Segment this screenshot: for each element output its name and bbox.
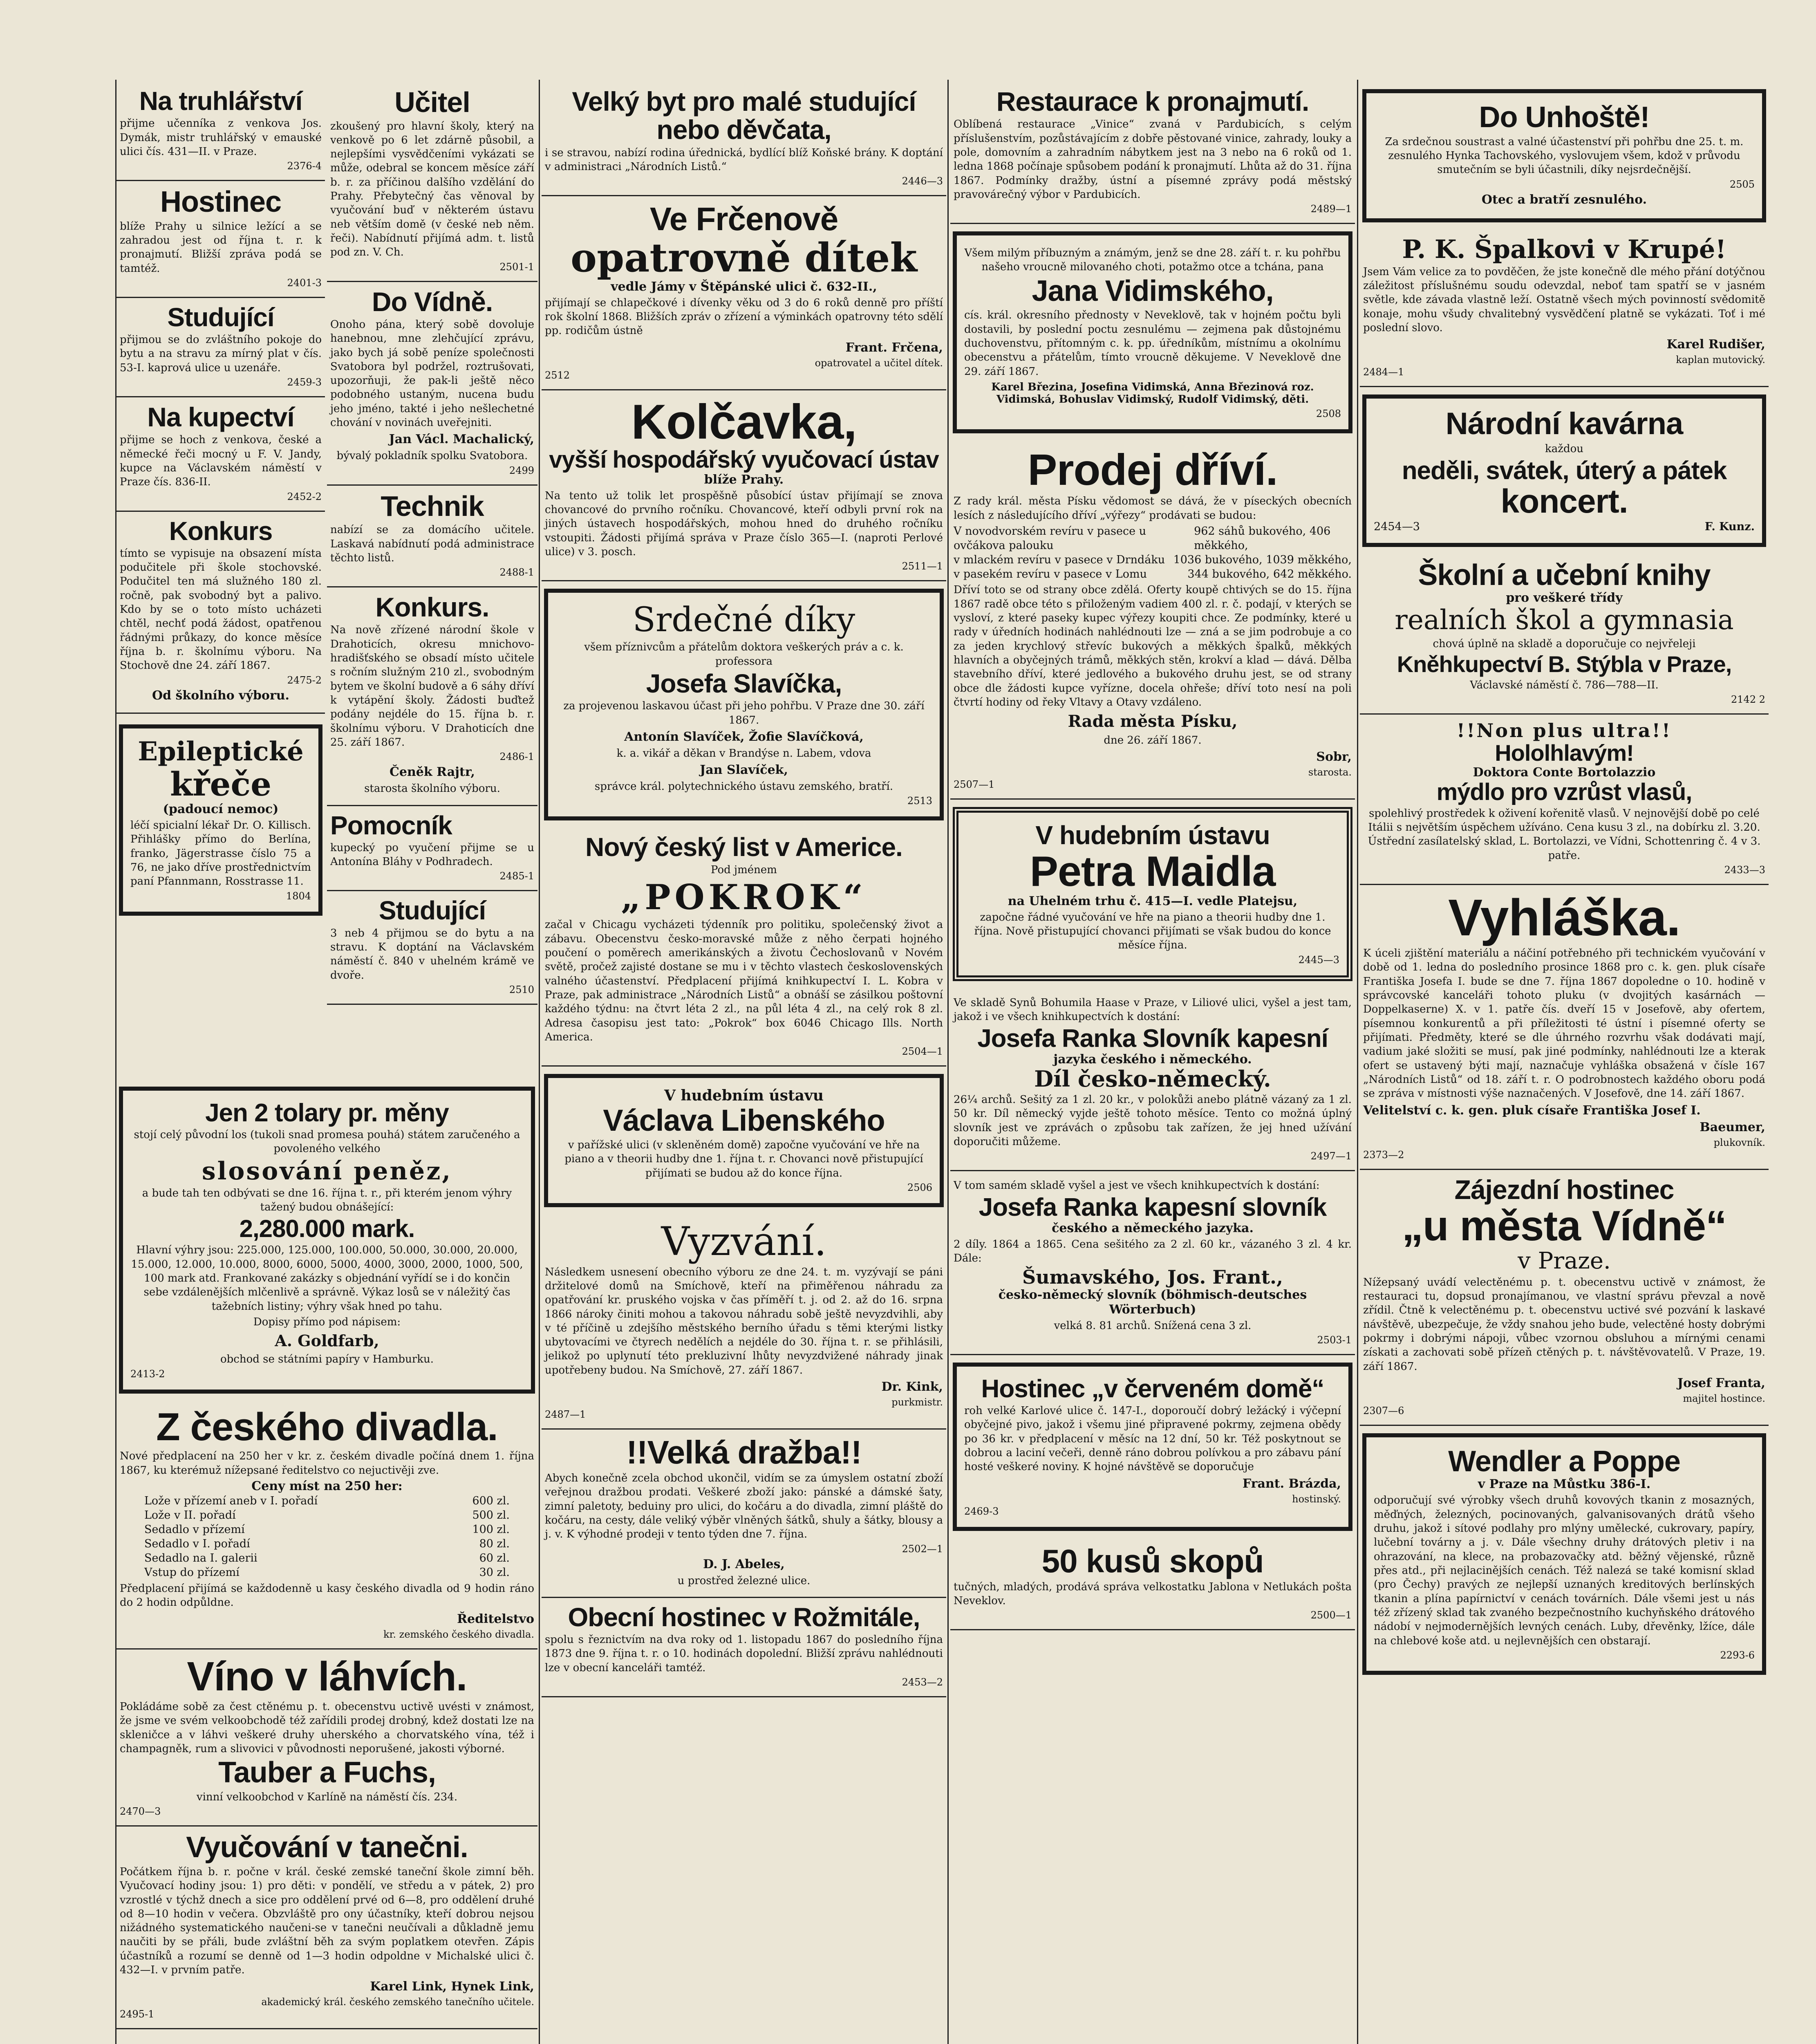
ad-text: tučných, mladých, prodává správa velkostatku Jablona v Netlukách pošta Neveklov. xyxy=(954,1580,1352,1607)
wood-amount: 1036 bukového, 1039 měkkého, xyxy=(1173,554,1352,567)
ad-vyzvani xyxy=(542,1215,946,1430)
ad-text: Pokládáme sobě za čest ctěnému p. t. obecenstvu uctivě uvésti v známost, že jsme ve svém velkoobchodě též zařídili prodej drobný, kdež dostati lze na skleničce a v láhvi veškeré druhy uherského a chorvatského vína, též i champagněk, rum a slivovici v původnosti neporušené, jakosti výborné. xyxy=(120,1701,534,1755)
ad-signature-note: starosta školního výboru. xyxy=(364,782,500,795)
ad-signature: Jan Václ. Machalický, xyxy=(389,432,534,447)
column-rule xyxy=(539,80,540,2044)
ad-text: začal v Chicagu vycházeti týdenník pro politiku, společenský život a zábavu. Obecenstvu česko-moravské může z něho čerpati hojného poučení o poměrech amerikánských a životu Čechoslovanů v Novém světě, pročež zajisté dostane se mu i v těchto vlastech československých valného účastenství. Předplacení přijímá knihkupectví I. L. Kobra v Praze, pak administrace „Národních Listů“ a obnáší se zásilkou poštovní každého týdnu: na čtvrt léta 2 zl., na půl léta 4 zl., na celý rok 8 zl. Adresa časopisu jest tato: „Pokrok“ box 6046 Chicago Ills. North America. xyxy=(545,919,943,1043)
ad-hostinec-viden xyxy=(1360,1170,1769,1426)
ad-number: 2502—1 xyxy=(902,1543,943,1555)
ad-skolni-knihy xyxy=(1360,554,1769,715)
price-label: Sedadlo v přízemí xyxy=(144,1523,245,1536)
ad-text-2: vinní velkoobchod v Karlíně na náměstí čís. 234. xyxy=(196,1791,458,1803)
ad-subheading: jazyka českého i německého. xyxy=(1053,1052,1252,1067)
ad-signature: Karel Link, Hynek Link, xyxy=(370,1979,534,1994)
ad-number: 2373—2 xyxy=(1363,1149,1404,1161)
price-value: 60 zl. xyxy=(479,1552,510,1565)
ad-heading-2: Tauber a Fuchs, xyxy=(218,1756,436,1789)
ad-signature: F. Kunz. xyxy=(1704,520,1755,533)
ad-heading: Hostinec xyxy=(160,186,282,219)
ad-wendler-poppe xyxy=(1362,1433,1766,1675)
ad-prodej-drivi xyxy=(950,441,1355,800)
ad-text: započne řádné vyučování ve hře na piano a theorii hudby dne 1. října. Nově přistupující chovanci přijímati se však budou do konce měsíce října. xyxy=(974,911,1331,952)
ad-studujici-2 xyxy=(327,891,537,1004)
ad-signature: Antonín Slavíček, Žofie Slavíčková, xyxy=(624,729,864,744)
ad-heading: Vyhláška. xyxy=(1448,888,1680,946)
ad-text: Ve skladě Synů Bohumila Haase v Praze, v Liliové ulici, vyšel a jest tam, jakož i ve všech knihkupectvích k dostání: xyxy=(954,996,1352,1023)
ad-subheading: (padoucí nemoc) xyxy=(163,802,279,817)
ad-number: 2452-2 xyxy=(287,491,322,502)
ad-signature-note: kaplan mutovický. xyxy=(1676,354,1765,366)
ad-number: 2470—3 xyxy=(120,1806,161,1818)
ad-number: 2401-3 xyxy=(287,277,322,289)
ad-heading: Zájezdní hostinec xyxy=(1454,1174,1674,1205)
ad-signature: Dr. Kink, xyxy=(881,1380,943,1394)
ad-heading: Studující xyxy=(378,896,486,926)
wood-row xyxy=(954,553,1352,567)
ad-truhlarstvi xyxy=(116,82,325,181)
ad-studujici xyxy=(116,298,325,397)
ad-text: V tom samém skladě vyšel a jest ve všech knihkupectvích k dostání: xyxy=(954,1179,1320,1192)
ad-heading: Josefa Ranka Slovník kapesní xyxy=(977,1024,1328,1053)
ad-heading: Vyzvání. xyxy=(661,1218,827,1264)
ad-text-2: Dříví toto se od strany obce zdělá. Oferty koupě chtivých se do 15. října 1867 radě obce této s přiloženým vadiem 400 zl. r. č. podají, v kterých se vysloví, z které paseky kupec výřezy koupiti chce. Ze podmínky, které u rady v úředních hodinách nahlédnouti lze — zná a se jim podrobuje a co za jeden krychlový střevíc bukových a měkkých špalků, měkkých hlavních a obyčejných trámů, měkkých stěn, krokví a klad — dává. Dělba stavebního dříví, které jedlového a bukového druhu jest, se od strany obce dle žádosti kupce vyřízne, docela ohřeše; dříví toto nesí na poli čtvrtí hodiny od řeky Vltavy a Otavy vzdáleno. xyxy=(954,584,1352,708)
ad-name: Josefa Slavíčka, xyxy=(646,669,842,699)
ad-number: 2488-1 xyxy=(499,567,534,578)
ad-text-2: Předplacení přijímá se každodenně u kasy českého divadla od 9 hodin ráno do 2 hodin odpůldne. xyxy=(120,1582,534,1609)
ad-text: přijme učenníka z venkova Jos. Dymák, mistr truhlářský v emauské ulici čís. 431—II. v Praze. xyxy=(120,117,322,158)
wood-row xyxy=(954,524,1352,553)
ad-signature-note: plukovník. xyxy=(1713,1136,1765,1148)
price-label: Lože v II. pořadí xyxy=(144,1509,236,1522)
ad-signature-2: Sobr, xyxy=(1316,750,1352,764)
ad-text-2: Václavské náměstí č. 786—788—II. xyxy=(1470,679,1659,691)
ad-number: 2454—3 xyxy=(1374,520,1420,533)
ad-heading: Srdečné díky xyxy=(632,601,855,640)
ad-text: odporučují své výrobky všech druhů kovových tkanin z mosazných, měďných, železných, pocinovaných, galvanisovaných drátů všeho druhu, jakož i sítové podlahy pro mlýny umělecké, cukrovary, papíry, lučební továrny a j. v. Dále všechny druhy drátových pletiv i na ohrazování, na klece, na probazovačky atd. běžný vějenské, různě přes atd., při nejlacinějších cenách. Též nalezá se také komisní sklad (pro Čechy) pravých ze nejlepší uznaných kreditových berlínských tkanin a plína papírnictví v cenách továrních. Dále všemi jest u nás též zřízený sklad tak zvaného bezpečnostního kuchyňského drátového nádobí v nejmodernějších levných cenách. Luby, dřevěnky, lžíce, dále na chlebové koše atd. u nejlevnějších cen obstarají. xyxy=(1374,1494,1755,1647)
ad-number: 2500—1 xyxy=(1310,1609,1352,1621)
ad-heading: Pomocník xyxy=(330,810,452,840)
ad-number: 2489—1 xyxy=(1310,203,1352,215)
ad-text: Na nově zřízené národní škole v Drahoticích, okresu mnichovo-hradišťského se obsadí místo učitele s ročním služným 210 zl., svobodným bytem ve školní budově a 6 sáhy dříví k vytápění školy. Žádosti buďtež podány nejdéle do 15. října b. r. školnímu výboru. V Drahoticích dne 25. září 1867. xyxy=(330,624,534,749)
ad-subheading: Ceny míst na 250 her: xyxy=(251,1479,403,1493)
ad-signature-note: starosta. xyxy=(1308,766,1352,778)
price-row xyxy=(144,1508,510,1522)
ad-heading: Ve Frčenově xyxy=(649,201,838,238)
price-row xyxy=(144,1565,510,1580)
ad-signature: Otec a bratří zesnulého. xyxy=(1481,192,1647,207)
ad-signature-note: hostinský. xyxy=(1292,1493,1341,1505)
wood-row xyxy=(954,567,1352,581)
ad-signature-note: purkmistr. xyxy=(891,1396,943,1408)
ad-konkurs xyxy=(116,512,325,714)
ad-do-vidne xyxy=(327,282,537,486)
ad-text: Za srdečnou soustrast a valné účastenství při pohřbu dne 25. t. m. zesnulého Hynka Tachovského, vyslovujem všem, kdož v průvodu smutečním se byli účastnili, díky nejsrdečnější. xyxy=(1385,135,1744,176)
ad-heading-2: opatrovně dítek xyxy=(571,235,917,281)
ad-number: 2433—3 xyxy=(1724,864,1765,876)
ad-signature-note: kr. zemského českého divadla. xyxy=(383,1629,534,1641)
ad-number: 2503-1 xyxy=(1317,1334,1352,1346)
price-value: 500 zl. xyxy=(472,1509,510,1522)
ad-rank-kapesni xyxy=(950,1171,1355,1355)
ad-heading-3: koncert. xyxy=(1500,483,1628,520)
column-rule xyxy=(947,80,949,2044)
ad-number: 2513 xyxy=(907,795,932,807)
ad-number: 1804 xyxy=(286,890,311,902)
ad-heading: Nový český list v Americe. xyxy=(585,832,902,862)
ad-text: spolehlivý prostředek k oživení kořenitě vlasů. V nejnovější době po celé Itálii s největším úspěchem užíváno. Cena kusu 3 zl., na dobírku zl. 3.20. Ústřední zasílatelský sklad, L. Bortolazzi, ve Vídni, Schottenring č. 4 v 3. patře. xyxy=(1368,807,1761,862)
ad-number: 2506 xyxy=(907,1181,932,1193)
ad-heading: Konkurs. xyxy=(375,592,489,623)
ad-text: stojí celý původní los (tukoli snad promesa pouhá) státem zaručeného a povoleného velkého xyxy=(134,1129,520,1155)
ad-rozmital xyxy=(542,1598,946,1697)
ad-number: 2497—1 xyxy=(1310,1150,1352,1162)
ad-text: nabízí se za domácího učitele. Laskavá nabídnutí podá administrace těchto listů. xyxy=(330,524,534,564)
ad-technik xyxy=(327,486,537,587)
ad-signature-note: u prostřed železné ulice. xyxy=(677,1574,811,1587)
ad-text: v pařížské ulici (v skleněném domě) započne vyučování ve hře na piano a v theorii hudby dne 1. října t. r. Chovanci nově přistupující přijímati se budou až do konce října. xyxy=(564,1139,923,1179)
ad-heading: 50 kusů skopů xyxy=(1041,1542,1264,1579)
ad-number: 2413-2 xyxy=(130,1368,165,1380)
ad-ucitel xyxy=(327,82,537,282)
ad-signature: Ředitelstvo xyxy=(457,1612,534,1627)
ad-text: kupecký po vyučení přijme se u Antonína Bláhy v Podhradech. xyxy=(330,841,534,868)
ad-text-4: Dopisy přímo pod nápisem: xyxy=(253,1316,401,1328)
ad-text-2: za projevenou laskavou účast při jeho pohřbu. V Praze dne 30. září 1867. xyxy=(563,700,925,726)
ad-signature: Od školního výboru. xyxy=(152,688,290,703)
ad-spalek xyxy=(1360,230,1769,388)
ad-subheading: Doktora Conte Bortolazzio xyxy=(1473,765,1656,780)
ad-vidimsky xyxy=(953,231,1352,433)
ad-signature: A. Goldfarb, xyxy=(275,1331,379,1350)
ad-tanecni xyxy=(116,1827,537,2029)
ad-heading: P. K. Špalkovi v Krupé! xyxy=(1402,234,1726,264)
ad-number: 2504—1 xyxy=(902,1046,943,1058)
ad-srdecne-diky xyxy=(544,589,944,820)
ad-libensky xyxy=(544,1074,944,1207)
ad-number: 2446—3 xyxy=(902,175,943,187)
ad-signature-note: majitel hostince. xyxy=(1683,1392,1765,1404)
ad-text: Abych konečně zcela obchod ukončil, vidím se za úmyslem ostatní zboží veřejnou dražbou prodati. Veškeré zboží jako: pánské a dámské šaty, zimní paletoty, beduiny pro ulici, do kočáru a do divadla, zimní pláště do kočáru, na cesty, dále veliký výběr vlněných šátků, shuly a šátky, blousy a j. v. K výhodné prodeji v tento týden dne 7. října. xyxy=(545,1472,943,1541)
price-row xyxy=(144,1522,510,1537)
ad-text: léčí spicialní lékař Dr. O. Killisch. Přihlášky přímo do Berlína, franko, Jägerstrasse číslo 75 a 76, ne jako dříve prostřednictvím paní Pfannmann, Rosstrasse 11. xyxy=(130,819,311,888)
ad-text: tímto se vypisuje na obsazení místa podučitele při škole stochovské. Podučitel ten má služného 180 zl. ročně, pak svobodný byt a palivo. Kdo by se o toto místo ucházeti chtěl, nechť podá žádost, opatřenou řádnými průkazy, do konce měsíce října b. r. školnímu výboru. Na Stochově dne 24. září 1867. xyxy=(120,547,322,672)
ad-rank-slovnik xyxy=(950,988,1355,1171)
ad-text: přijmou se do zvláštního pokoje do bytu a na stravu za mírný plat v čís. 53-I. kaprová ulice u uzenáře. xyxy=(120,334,322,374)
ad-text: blíže Prahy u silnice ležící a se zahradou jest od října t. r. k pronajmutí. Bližší zpráva podá se tamtéž. xyxy=(120,220,322,275)
ad-heading: Prodej dříví. xyxy=(1028,444,1278,494)
ad-text: Na tento už tolik let prospěšně působící ústav přijímají se znova chovancové do prvního ročníku. Chovancové, kteří odbyli první rok na jiných ústavech hospodářských, mohou hned do druhého ročníku vstoupiti. Žádosti přijímá správa v Praze číslo 365—I. (naproti Perlové ulice) v 3. posch. xyxy=(545,489,943,558)
ad-number: 2487—1 xyxy=(545,1409,586,1421)
ad-heading-3: mýdlo pro vzrůst vlasů, xyxy=(1436,778,1692,805)
ad-big-number: 2,280.000 mark. xyxy=(239,1215,415,1243)
ad-heading: Velký byt pro malé studující nebo děvčata, xyxy=(572,86,916,145)
ad-heading: Jen 2 tolary pr. měny xyxy=(205,1099,449,1127)
ad-subheading: každou xyxy=(1545,443,1583,455)
ad-heading: Vyučování v tanečni. xyxy=(186,1831,468,1864)
ad-heading: Hostinec „v červeném domě“ xyxy=(981,1375,1324,1403)
ad-heading: Studující xyxy=(167,302,274,332)
ad-heading-2: „u města Vídně“ xyxy=(1402,1202,1727,1250)
ad-subheading: pro veškeré třídy xyxy=(1506,591,1623,605)
ad-number: 2469-3 xyxy=(964,1505,999,1517)
column-rule xyxy=(1357,80,1358,2044)
ad-number: 2507—1 xyxy=(954,779,995,791)
ad-heading-2: neděli, svátek, úterý a pátek xyxy=(1402,457,1727,485)
ad-signature-2: Baeumer, xyxy=(1700,1120,1765,1134)
ad-subheading: v Praze na Můstku 386-I. xyxy=(1478,1477,1651,1492)
ad-heading: Víno v láhvích. xyxy=(187,1654,467,1700)
wood-amount: 344 bukového, 642 měkkého. xyxy=(1187,568,1352,581)
ad-signature-note-2: správce král. polytechnického ústavu zemského, bratří. xyxy=(594,780,893,793)
ad-heading-2: Šumavského, Jos. Frant., xyxy=(1022,1266,1283,1289)
ad-heading: Do Vídně. xyxy=(372,286,493,317)
column-4 xyxy=(950,82,1355,2044)
ad-heading: Technik xyxy=(381,490,484,522)
ad-heading: Na truhlářství xyxy=(139,86,302,116)
ad-heading: V hudebním ústavu xyxy=(664,1087,824,1105)
ad-footer-row xyxy=(1374,520,1755,534)
ad-signature: Frant. Frčena, xyxy=(845,340,943,355)
ad-text: Oblíbená restaurace „Vinice“ zvaná v Pardubicích, s celým příslušenstvím, pozůstávajícím z dobře pěstované vinice, zahrady, louky a pole, domovním a zahradním nábytkem jest na 3 nebo na 6 roků od 1. ledna 1868 počínaje spůsobem podání k pronajmutí. Lhůta až do 31. října 1867. Podmínky dražby, ústní a písemné zprávy podá městský pravovárečný výbor v Pardubicích. xyxy=(954,118,1352,201)
ad-heading-2: Hololhlavým! xyxy=(1495,740,1634,766)
ad-signature: Josef Franta, xyxy=(1677,1376,1765,1390)
column-3 xyxy=(542,82,946,2044)
column-5 xyxy=(1360,82,1769,2044)
ad-text-3: velká 8. 81 archů. Snížená cena 3 zl. xyxy=(1054,1319,1252,1332)
ad-text: K úceli zjištění materiálu a náčiní potřebného při technickém vyučování v době od 1. ledna do posledního prosince 1868 pro c. k. gen. pluk císaře Františka Josefa I. bude se dne 7. října 1867 dopoledne o 10. hodině v správcovské kanceláři tohoto pluku (v dvojitých kasárnách — Doppelkaserne) X. v 1. patře čís. dveří 15 v Josefově, aby ofertem, písemnou konkurentů a při příležitosti té ústní i písemné oferty se přijímati. Předměty, které se dle úhrného rozvrhu však dodávati mají, vadium jaké složiti se musí, pak jiné podmínky, nahlédnouti lze a kterak ofert se ustavený býti mají, naznačuje vyhláška obsažená v čísle 167 „Národních Listů“ od 18. září t. r. O podrobnostech každého oboru podá se zpráva v místnosti výše naznačených. V Josefově, dne 14. září 1867. xyxy=(1363,947,1765,1100)
ad-heading-2: Petra Maidla xyxy=(1030,847,1276,895)
ad-heading: Konkurs xyxy=(169,516,273,546)
ad-heading: Školní a učební knihy xyxy=(1418,558,1711,592)
price-value: 100 zl. xyxy=(472,1523,510,1536)
ad-number: 2501-1 xyxy=(499,261,534,273)
ad-vyhlaska xyxy=(1360,885,1769,1170)
ad-heading-2: Díl česko-německý. xyxy=(1034,1065,1271,1092)
ad-kavarna xyxy=(1362,394,1766,547)
ad-text-3: Hlavní výhry jsou: 225.000, 125.000, 100.000, 50.000, 30.000, 20.000, 15.000, 12.000, 10.000, 8000, 6000, 5000, 4000, 3000, 2000, 1000, 500, 100 mark atd. Frankované zakázky s objednání vyřídí se i do končin sebe vzdálenějších mlčenlivě a správně. Výkaz losů se v náležitý čas tažebních listiny; výhry však hned po tahu. xyxy=(131,1244,523,1313)
ad-pomocnik xyxy=(327,806,537,892)
ad-text: Onoho pána, který sobě dovoluje hanebnou, mne zlehčující zprávu, jako bych já sobě peníze společnosti Svatobora byl podržel, roztrušovati, upozorňuji, že pak-li ještě něco podobného ustaným, nucena budu jeho jméno, takté i jeho nešlechetné chování v novinách uveřejniti. xyxy=(330,318,534,429)
ad-subheading: českého a německého jazyka. xyxy=(1052,1221,1254,1235)
ad-heading: !!Velká dražba!! xyxy=(626,1434,862,1471)
ad-signature-2: Jan Slavíček, xyxy=(700,763,788,778)
ad-subheading: vedle Jámy v Štěpánské ulici č. 632-II., xyxy=(611,279,877,294)
ad-heading: V hudebním ústavu xyxy=(1035,820,1270,850)
ad-heading: Restaurace k pronajmutí. xyxy=(996,86,1309,117)
ad-kupectvi xyxy=(116,397,325,512)
price-row xyxy=(144,1494,510,1508)
ad-hostinec xyxy=(116,181,325,298)
ad-velka-drazba xyxy=(542,1430,946,1598)
ad-heading-3: Kněhkupectví B. Stýbla v Praze, xyxy=(1397,651,1732,677)
ad-number: 2511—1 xyxy=(902,560,943,572)
ad-opatrovna xyxy=(542,196,946,390)
ad-cerveny-dum xyxy=(953,1363,1352,1531)
ad-heading: !!Non plus ultra!! xyxy=(1456,719,1672,742)
ad-pokrok xyxy=(542,828,946,1067)
ad-number: 2475-2 xyxy=(287,674,322,686)
ad-text: Nížepsaný uvádí velectěnému p. t. obecenstvu uctivě v známost, že restauraci tu, dopsud pronajímanou, ve vlastní správu převzal a nově zřídil. Čtně k velectěnému p. t. obecenstvu uctivé své pozvání k laskavé návštěvě, ubezpečuje, že vždy snahou jeho bude, velectěné hosty dobrými pokrmy i dobrými nápoji, vůbec vzornou obsluhou a mírnými cenami získati a zachovati sobě přízeň ctěných p. t. návštěvovatelů. V Praze, 19. září 1867. xyxy=(1363,1276,1765,1373)
ad-epilepticke xyxy=(119,724,322,916)
ad-number: 2142 2 xyxy=(1731,694,1765,706)
ad-number: 2499 xyxy=(509,464,534,476)
ad-text: přijímají se chlapečkové i dívenky věku od 3 do 6 roků denně pro příští rok školní 1868. Bližších zpráv o zřízení a výminkách opatrovny této sdělí pp. rodičům ústně xyxy=(545,296,943,337)
price-label: Lože v přízemí aneb v I. pořadí xyxy=(144,1494,318,1507)
ad-heading-2: realních škol a gymnasia xyxy=(1395,604,1734,636)
ad-signature: Čeněk Rajtr, xyxy=(390,765,475,780)
ad-text-2: 2 díly. 1864 a 1865. Cena sešitého za 2 zl. 60 kr., vázaného 3 zl. 4 kr. Dále: xyxy=(954,1238,1352,1264)
ad-number: 2453—2 xyxy=(902,1676,943,1688)
ad-text: Počátkem října b. r. počne v král. české zemské taneční škole zimní běh. Vyučovací hodiny jsou: 1) pro děti: v pondělí, ve středu a v pátek, 2) pro vzrostlé v týchž dnech a sice pro oddělení prvé od 6—8, pro oddělení druhé od 8—10 hodin v večera. Obzvláště pro ony účastníky, kteří dobrou nejsou nižádného systematického naučeni-se v tanečni neučívali a důkladně jemu naučiti by se přáli, bude zvláštní běh za svým poplatkem otevřen. Zápis účastníků a rozumí se denně od 1—3 hodin odpoldne v Michalské ulici č. 432—I. v prvním patře. xyxy=(120,1865,534,1977)
ad-number: 2512 xyxy=(545,369,570,381)
price-row xyxy=(144,1551,510,1565)
ad-text: Jsem Vám velice za to povděčen, že jste konečně dle mého přání dotýčnou záležitost příslušnému soudu odevzdal, neboť tam spatří se v jasném světle, kde závada vlastně leží. Ostatně všech mých povinností svědomitě konaje, mohu všudy chvalitebný vysvědčení platně se vykázati. Toť i mé poslední slovo. xyxy=(1363,265,1765,334)
ad-number: 2486-1 xyxy=(499,751,534,763)
ad-heading: Wendler a Poppe xyxy=(1448,1445,1680,1478)
ad-text-2: 26¼ archů. Sešitý za 1 zl. 20 kr., v polokůži anebo plátně vázaný za 1 zl. 50 kr. Díl německý vyjde ještě tohoto měsíce. Tento co možná úplný slovník jest ve zprávách o způsobu tak zařízen, že jej hned užívání doporučiti můžeme. xyxy=(954,1093,1352,1148)
ad-number: 2307—6 xyxy=(1363,1405,1404,1416)
price-row xyxy=(144,1537,510,1551)
ad-konkurs-2 xyxy=(327,587,537,806)
ad-text-2: cís. král. okresního přednosty v Neveklově, tak v hojném počtu byli dostavili, by poslední poctu zesnulému — zejmena pak důstojnému duchovenstvu, přítomným c. k. pp. úředníkům, místnímu a okolnímu obecenstvu a přátelům, tímto vroucně děkujeme. V Neveklově dne 29. září 1867. xyxy=(964,309,1341,378)
price-label: Sedadlo na I. galerii xyxy=(144,1552,258,1565)
ad-number: 2495-1 xyxy=(120,2008,155,2020)
ad-heading: Národní kavárna xyxy=(1445,406,1683,442)
ad-skopy xyxy=(950,1538,1355,1631)
ad-signature-note: bývalý pokladník spolku Svatobora. xyxy=(336,450,528,462)
ad-signature: Frant. Brázda, xyxy=(1242,1476,1341,1491)
ad-number: 2376-4 xyxy=(287,160,322,172)
ad-number: 2485-1 xyxy=(499,870,534,882)
ad-heading: Kolčavka, xyxy=(631,394,857,449)
ad-signature-note: opatrovatel a učitel dítek. xyxy=(815,357,943,369)
price-label: Sedadlo v I. pořadí xyxy=(144,1537,250,1551)
ad-restaurace xyxy=(950,82,1355,224)
ad-signature: Velitelství c. k. gen. pluk císaře Františka Josef I. xyxy=(1363,1103,1701,1118)
ad-subheading: vyšší hospodářský vyučovací ústav xyxy=(549,446,939,473)
ad-heading-2: křeče xyxy=(170,765,272,804)
ad-heading: Do Unhoště! xyxy=(1479,101,1650,134)
price-value: 600 zl. xyxy=(472,1494,510,1507)
ad-signature-note: akademický král. českého zemského tanečního učitele. xyxy=(261,1996,534,2008)
ad-divadlo xyxy=(116,1401,537,1650)
ad-heading: Učitel xyxy=(394,86,470,118)
ad-number: 2508 xyxy=(1316,408,1341,419)
ad-text: i se stravou, nabízí rodina úřednická, bydlící blíž Koňské brány. K doptání v administraci „Národních Listů.“ xyxy=(545,146,943,173)
ad-text-2: a bude tah ten odbývati se dne 16. října t. r., při kterém jenom výhry tažený budou obnášející: xyxy=(142,1187,512,1214)
ad-heading: Na kupectví xyxy=(147,402,294,433)
ad-text-5: obchod se státními papíry v Hamburku. xyxy=(220,1353,434,1366)
ad-heading: Josefa Ranka kapesní slovník xyxy=(979,1193,1327,1222)
ad-number: 2484—1 xyxy=(1363,366,1404,378)
ad-mydlo xyxy=(1360,715,1769,885)
ad-signature-date: dne 26. září 1867. xyxy=(1104,734,1202,747)
ad-signature: Rada města Písku, xyxy=(1068,712,1238,731)
wood-location: v mlackém revíru v pasece v Drndáku xyxy=(954,554,1165,567)
ad-text: zkoušený pro hlavní školy, který na venkově po 6 let zdárně působil, a nejlepšími vysvědčeními vykázati se může, odebral se koncem měsíce září b. r. za příčinou dalšího vzdělání do Prahy. Přebytečný čas věnoval by vyučování buď v některém ústavu neb větším domě (v české neb něm. řeči). Nabídnutí přijímá adm. t. listů pod zn. V. Ch. xyxy=(330,120,534,259)
ad-subheading-2: česko-německý slovník (böhmisch-deutsches Wörterbuch) xyxy=(998,1287,1307,1317)
ad-text: 3 neb 4 přijmou se do bytu a na stravu. K doptání na Václavském náměstí č. 840 v uhelném krámě ve dvoře. xyxy=(330,927,534,982)
wood-amount: 962 sáhů bukového, 406 měkkého, xyxy=(1194,524,1331,552)
ad-text: přijme se hoch z venkova, české a německé řeči mocný u F. V. Jandy, kupce na Václavském náměstí v Praze čís. 836-II. xyxy=(120,434,322,489)
ad-number: 2459-3 xyxy=(287,377,322,388)
ad-subheading: na Uhelném trhu č. 415—I. vedle Platejsu, xyxy=(1008,894,1298,908)
wood-location: v pasekém revíru v pasece v Lomu xyxy=(954,568,1147,581)
price-value: 80 zl. xyxy=(479,1537,510,1551)
ad-velky-byt xyxy=(542,82,946,196)
ad-unhost xyxy=(1362,89,1766,222)
ad-number: 2510 xyxy=(509,984,534,995)
ad-text: Z rady král. města Písku vědomost se dává, že v píseckých obecních lesích z následujícího dříví „výřezy“ prodávati se budou: xyxy=(954,495,1352,522)
ad-text: Nové předplacení na 250 her v kr. z. českém divadle počíná dnem 1. října 1867, ku kterémuž nížepsané ředitelstvo co nejuctivěji zve. xyxy=(120,1450,534,1477)
ad-heading-2: Václava Libenského xyxy=(603,1103,885,1138)
ad-signature: Karel Rudišer, xyxy=(1666,337,1765,352)
ad-name: Jana Vidimského, xyxy=(1032,274,1274,307)
ad-signature-note: k. a. vikář a děkan v Brandýse n. Labem, vdova xyxy=(616,747,871,760)
ad-text: Následkem usnesení obecního výboru ze dne 24. t. m. vyzývají se páni držitelové domů na Smíchově, kteří na přiměřenou náhradu za opatřování kr. pruského vojska v čas příměří t. j. od 2. až do 16. srpna 1866 nároky činiti mohou a takovou náhradu sobě ještě nevyzdvihli, aby v té příčině u zdejšího městského berního úřadu s těmi kterými listky ubytovacími ve čtyrech nedělích a nejdéle do 30. října t. r. se přihlásili, jelikož po uplynutí této prekluzivní lhůty nevyzdvižené náhrady jinak upotřebeny budou. Na Smíchově, 27. září 1867. xyxy=(545,1266,943,1376)
ad-text: všem příznivcům a přátelům doktora veškerých práv a c. k. professora xyxy=(584,641,904,668)
price-value: 30 zl. xyxy=(479,1566,510,1579)
ad-subheading-2: blíže Prahy. xyxy=(704,472,784,487)
ad-number: 2505 xyxy=(1729,178,1755,190)
price-label: Vstup do přízemí xyxy=(144,1566,240,1579)
ad-text: chová úplně na skladě a doporučuje co nejvřeleji xyxy=(1433,637,1696,650)
ad-signature: D. J. Abeles, xyxy=(703,1557,785,1571)
ad-title: „POKROK“ xyxy=(621,876,867,917)
ad-text: roh velké Karlové ulice č. 147-I., doporoučí dobrý ležácký i výčepní obyčejné pivo, jakož i všemu jiné připravené pokrmy, zejmena obědy po 36 kr. v předplacení v měsíc na 12 dní, 50 kr. Též poskytnout se dobrou a laciní večeři, denně ráno dobrou polívkou a pro zábavu pání hosté veškeré noviny. K hojné návštěvě se doporučuje xyxy=(964,1405,1341,1473)
ad-text: spolu s řeznictvím na dva roky od 1. listopadu 1867 do posledního října 1873 dne 9. října t. r. o 10. hodinách dopolední. Bližší zprávu nahlédnouti lze v obecní kanceláři tamtéž. xyxy=(545,1634,943,1674)
ad-loterie xyxy=(119,1087,535,1394)
ad-vino xyxy=(116,1650,537,1827)
ad-maidl xyxy=(953,807,1352,981)
ad-heading-3: v Praze. xyxy=(1518,1248,1611,1275)
ad-heading: Obecní hostinec v Rožmitále, xyxy=(568,1602,920,1632)
ad-number: 2445—3 xyxy=(1298,954,1339,966)
ad-text: Všem milým příbuzným a známým, jenž se dne 28. září t. r. ku pohřbu našeho vroucně milovaného choti, potažmo otce a tchána, pana xyxy=(964,247,1341,273)
wood-location: V novodvorském revíru v pasece u ovčákova palouku xyxy=(954,524,1146,552)
ad-heading: Epileptické xyxy=(138,736,304,767)
ad-kolcavka xyxy=(542,390,946,581)
price-table xyxy=(120,1494,534,1580)
ad-heading-2: slosování peněz, xyxy=(202,1156,452,1186)
ad-subheading: Pod jménem xyxy=(711,863,777,876)
ad-heading: Z českého divadla. xyxy=(156,1405,498,1449)
column-1-2-lower xyxy=(116,1079,537,2044)
ad-signature: Karel Březina, Josefina Vidimská, Anna Březinová roz. Vidimská, Bohuslav Vidimský, Rudolf Vidimský, děti. xyxy=(991,381,1314,406)
ad-number: 2293-6 xyxy=(1720,1649,1755,1661)
